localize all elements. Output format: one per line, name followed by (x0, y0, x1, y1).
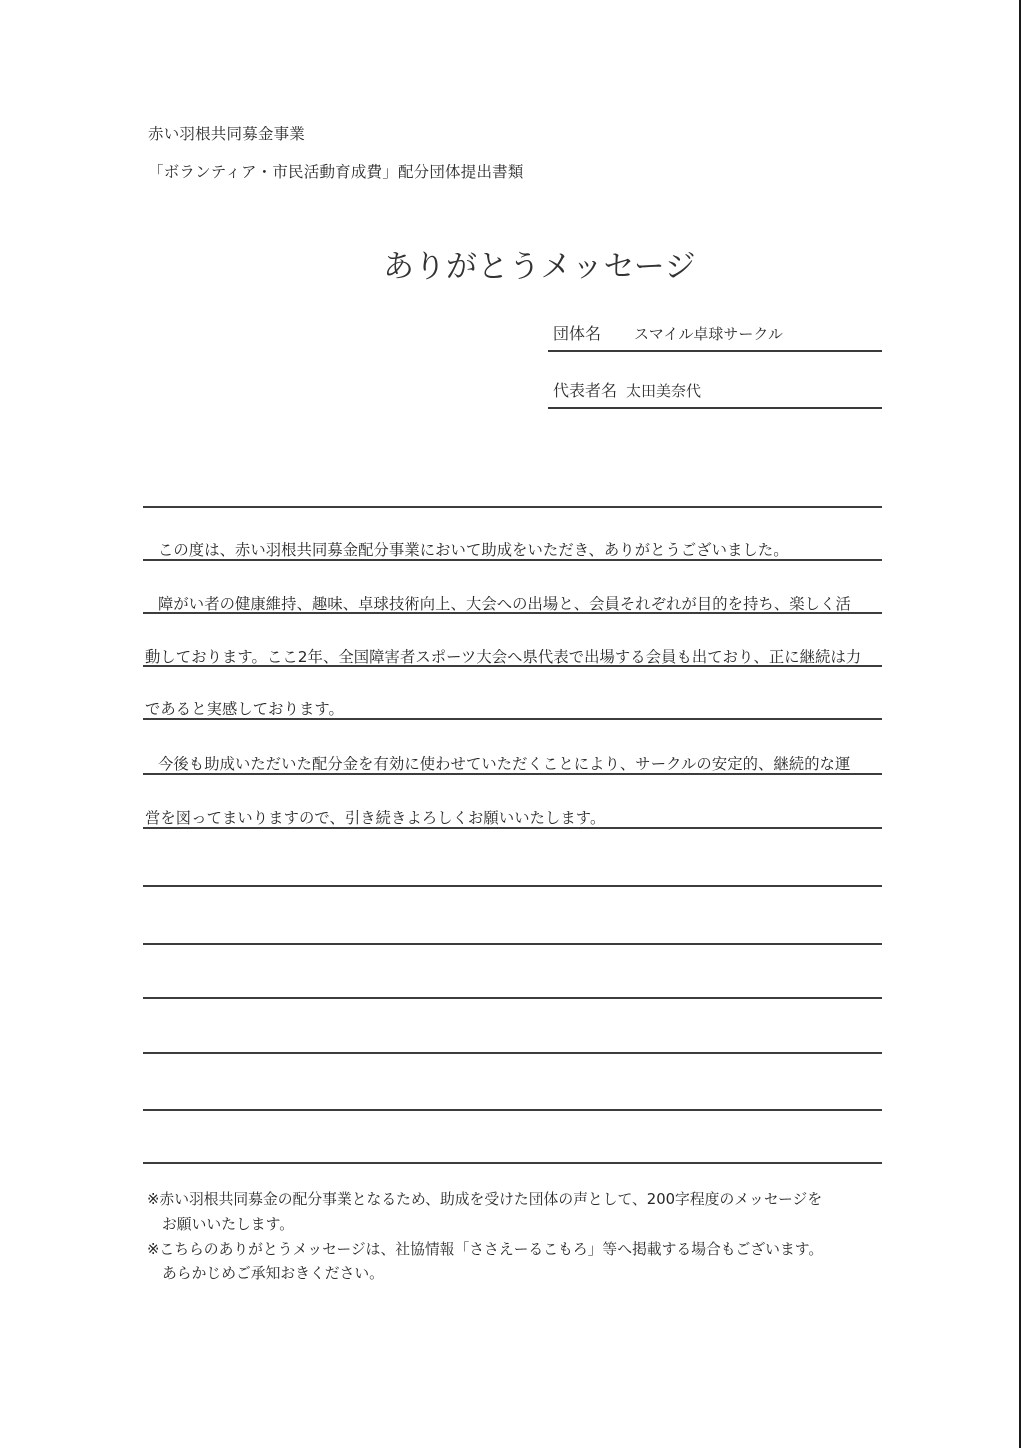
note-2-continuation: あらかじめご承知おきください。 (162, 1265, 384, 1282)
ruled-line (143, 506, 882, 508)
ruled-line (143, 1162, 882, 1164)
ruled-line (143, 997, 882, 999)
message-line: 今後も助成いただいた配分金を有効に使わせていただくことにより、サークルの安定的、継続的な運 (158, 755, 851, 773)
program-name: 赤い羽根共同募金事業 (148, 125, 306, 143)
representative-value: 太田美奈代 (626, 382, 702, 400)
ruled-line (143, 1109, 882, 1111)
message-line: 営を図ってまいりますので、引き続きよろしくお願いいたします。 (145, 809, 606, 827)
representative-label: 代表者名 (553, 381, 618, 400)
note-2: ※こちらのありがとうメッセージは、社協情報「ささえーるこもろ」等へ掲載する場合もございます。 (147, 1241, 824, 1258)
message-line: 障がい者の健康維持、趣味、卓球技術向上、大会への出場と、会員それぞれが目的を持ち、楽しく活 (158, 595, 851, 613)
ruled-line (143, 1052, 882, 1054)
ruled-line (143, 885, 882, 887)
scan-edge-border (1019, 0, 1021, 1448)
ruled-line (143, 943, 882, 945)
note-1-continuation: お願いいたします。 (162, 1216, 294, 1233)
representative-field (548, 377, 882, 409)
document-category: 「ボランティア・市民活動育成費」配分団体提出書類 (148, 163, 524, 181)
group-name-value: スマイル卓球サークル (634, 325, 783, 343)
message-line: 動しております。ここ2年、全国障害者スポーツ大会へ県代表で出場する会員も出ており、正に継続は力 (145, 648, 862, 666)
note-1: ※赤い羽根共同募金の配分事業となるため、助成を受けた団体の声として、200字程度のメッセージを (147, 1191, 823, 1208)
group-name-label: 団体名 (553, 324, 602, 343)
page-title: ありがとうメッセージ (383, 249, 697, 285)
message-line: この度は、赤い羽根共同募金配分事業において助成をいただき、ありがとうございました。 (158, 541, 789, 559)
message-line: であると実感しております。 (145, 700, 344, 718)
group-name-field (548, 320, 882, 352)
